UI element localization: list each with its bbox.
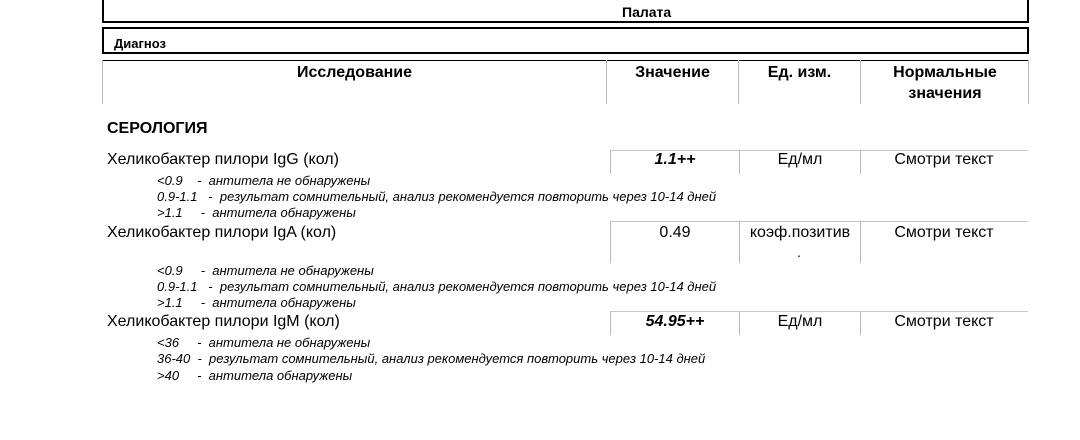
test-value: 1.1++ [654, 151, 696, 168]
row-top-border [611, 221, 1028, 222]
test-name: Хеликобактер пилори IgG (кол) [107, 151, 339, 168]
reference-note: >1.1 - антитела обнаружены [157, 205, 356, 220]
reference-note: <36 - антитела не обнаружены [157, 335, 371, 350]
reference-note: >1.1 - антитела обнаружены [157, 295, 356, 310]
test-value: 0.49 [659, 224, 691, 241]
reference-note: 0.9-1.1 - результат сомнительный, анализ рекомендуется повторить через 10-14 дней [157, 279, 717, 294]
reference-note: 0.9-1.1 - результат сомнительный, анализ рекомендуется повторить через 10-14 дней [157, 189, 717, 204]
column-header-test: Исследование [297, 64, 412, 81]
column-header-value: Значение [635, 64, 710, 81]
reference-note: <0.9 - антитела не обнаружены [157, 173, 371, 188]
table-header-divider [860, 60, 861, 104]
test-name: Хеликобактер пилори IgM (кол) [107, 313, 340, 330]
test-norm: Смотри текст [894, 224, 994, 241]
test-unit: Ед/мл [777, 313, 823, 330]
test-name: Хеликобактер пилори IgA (кол) [107, 224, 337, 241]
test-unit: коэф.позитив [749, 224, 851, 241]
reference-note: <0.9 - антитела не обнаружены [157, 263, 374, 278]
test-unit: Ед/мл [777, 151, 823, 168]
table-header-divider [1028, 60, 1029, 104]
test-norm: Смотри текст [894, 313, 994, 330]
column-header-unit: Ед. изм. [767, 64, 832, 81]
table-header-top-border [102, 60, 1029, 61]
diagnosis-label: Диагноз [114, 36, 166, 51]
row-top-border [611, 311, 1028, 312]
reference-note: 36-40 - результат сомнительный, анализ рекомендуется повторить через 10-14 дней [157, 351, 706, 366]
reference-note: >40 - антитела обнаружены [157, 368, 353, 383]
diagnosis-box [102, 27, 1029, 54]
test-norm: Смотри текст [894, 151, 994, 168]
ward-label: Палата [622, 4, 672, 20]
column-header-norm: Нормальные значения [893, 64, 997, 102]
test-unit-extra: . [797, 244, 801, 260]
test-value: 54.95++ [645, 313, 705, 330]
ward-box [102, 0, 1029, 23]
section-title: СЕРОЛОГИЯ [107, 120, 208, 137]
